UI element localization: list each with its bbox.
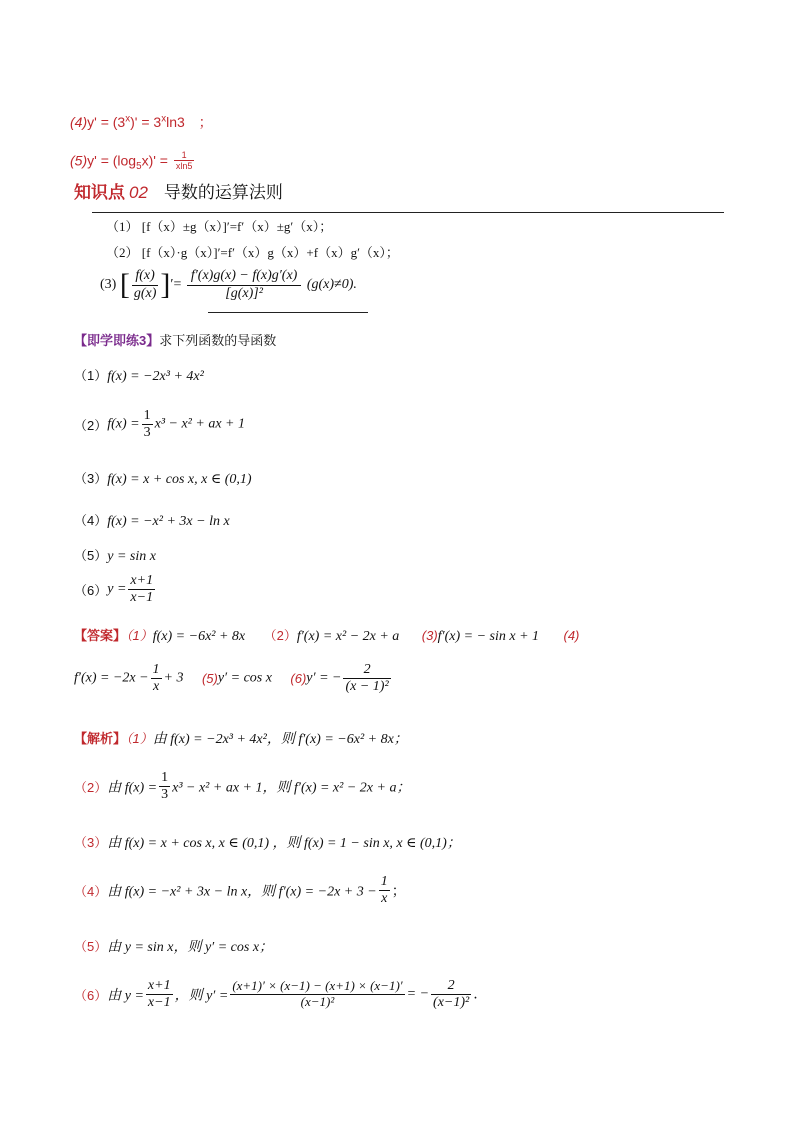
analysis-6-eq: = − bbox=[406, 986, 430, 1002]
answer-2-number: （2） bbox=[263, 628, 297, 643]
section-number: 02 bbox=[129, 183, 148, 202]
section-title: 导数的运算法则 bbox=[163, 183, 283, 202]
question-4-expr: f(x) = −x² + 3x − ln x bbox=[107, 514, 230, 529]
rule-3-close-bracket: ] bbox=[160, 268, 171, 301]
item-5-denominator: xln5 bbox=[175, 161, 193, 172]
analysis-2-number: （2） bbox=[74, 780, 108, 796]
rule-3-underline bbox=[208, 312, 368, 313]
analysis-2-post: x³ − x² + ax + 1，则 f′(x) = x² − 2x + a； bbox=[172, 780, 411, 796]
question-2 bbox=[74, 408, 245, 441]
analysis-2-num: 1 bbox=[159, 770, 170, 787]
item-5-numerator: 1 bbox=[174, 150, 195, 161]
analysis-4-fraction bbox=[379, 874, 390, 907]
analysis-6-num-2: (x+1)′ × (x−1) − (x+1) × (x−1)′ bbox=[232, 978, 403, 994]
rule-2: （2） [f（x）·g（x）]′=f′（x）g（x）+f（x）g′（x）； bbox=[106, 245, 399, 260]
question-3-expr: f(x) = x + cos x, x ∈ (0,1) bbox=[107, 472, 252, 487]
answer-4-pre: f′(x) = −2x − bbox=[74, 670, 149, 686]
answer-2: f′(x) = x² − 2x + a bbox=[296, 629, 400, 644]
exercise-prompt: 求下列函数的导函数 bbox=[159, 333, 277, 348]
answer-6-den: (x − 1)² bbox=[345, 679, 389, 695]
analysis-6-num-3: 2 bbox=[431, 978, 471, 995]
question-6-fraction bbox=[128, 573, 155, 606]
analysis-label: 【解析】 bbox=[74, 731, 127, 746]
question-1 bbox=[74, 365, 204, 385]
question-1-number: （1） bbox=[74, 368, 108, 383]
analysis-6-fraction-1 bbox=[146, 978, 173, 1011]
rule-3-result-num: f′(x)g(x) − f(x)g′(x) bbox=[187, 268, 302, 285]
rule-3-result bbox=[187, 268, 302, 301]
question-2-fraction bbox=[142, 408, 153, 441]
question-5 bbox=[74, 545, 156, 565]
answer-6-pre: y′ = − bbox=[306, 670, 342, 686]
answer-6-num: 2 bbox=[343, 662, 390, 679]
rule-3-result-den: [g(x)]² bbox=[225, 285, 263, 301]
analysis-1-number: （1） bbox=[126, 731, 153, 746]
analysis-4-post: ； bbox=[391, 883, 406, 900]
question-3 bbox=[74, 468, 252, 488]
analysis-line-2 bbox=[74, 770, 410, 803]
analysis-6-den-2: (x−1)² bbox=[300, 994, 335, 1010]
rule-3-prime: ′= bbox=[170, 277, 182, 292]
question-3-number: （3） bbox=[74, 471, 108, 486]
analysis-1: 由 f(x) = −2x³ + 4x²，则 f′(x) = −6x² + 8x； bbox=[152, 732, 408, 747]
analysis-6-fraction-3 bbox=[431, 978, 471, 1011]
answer-4-post: + 3 bbox=[163, 670, 184, 686]
question-6-den: x−1 bbox=[130, 590, 154, 606]
item-4-number: (4) bbox=[70, 114, 88, 130]
analysis-6-num-1: x+1 bbox=[146, 978, 173, 995]
rule-3-number: (3) bbox=[100, 277, 117, 292]
item-5-line bbox=[70, 150, 196, 172]
question-6-num: x+1 bbox=[128, 573, 155, 590]
question-1-expr: f(x) = −2x³ + 4x² bbox=[107, 369, 204, 384]
analysis-2-den: 3 bbox=[161, 787, 169, 803]
question-5-number: （5） bbox=[74, 548, 108, 563]
rule-3-quotient bbox=[132, 268, 159, 301]
analysis-3: 由 f(x) = x + cos x, x ∈ (0,1) ，则 f(x) = 1 − sin x, x ∈ (0,1)； bbox=[107, 836, 461, 851]
item-4-mid: )' = 3 bbox=[130, 114, 162, 130]
answer-4-fraction bbox=[151, 662, 162, 695]
analysis-6-mid: ，则 y′ = bbox=[174, 988, 229, 1004]
analysis-4-num: 1 bbox=[379, 874, 390, 891]
analysis-line-3 bbox=[74, 832, 461, 852]
rule-3 bbox=[100, 268, 357, 302]
analysis-2-pre: 由 f(x) = bbox=[107, 780, 158, 796]
rule-3-quotient-den: g(x) bbox=[133, 285, 157, 301]
answer-4-den: x bbox=[152, 679, 160, 695]
answer-5: y′ = cos x bbox=[217, 670, 272, 686]
answer-3: f′(x) = − sin x + 1 bbox=[437, 629, 540, 644]
analysis-5-number: （5） bbox=[74, 939, 108, 954]
question-2-post: x³ − x² + ax + 1 bbox=[154, 416, 245, 432]
analysis-4-den: x bbox=[381, 891, 388, 907]
analysis-line-1 bbox=[74, 728, 408, 748]
analysis-3-number: （3） bbox=[74, 835, 108, 850]
answer-4-number: (4) bbox=[563, 628, 580, 643]
analysis-6-fraction-2 bbox=[230, 979, 404, 1010]
item-5-fraction bbox=[174, 150, 195, 172]
analysis-4-pre: 由 f(x) = −x² + 3x − ln x，则 f′(x) = −2x + 3 − bbox=[107, 884, 377, 900]
rule-3-quotient-num: f(x) bbox=[132, 268, 159, 285]
answer-3-number: (3) bbox=[421, 628, 438, 643]
question-4 bbox=[74, 510, 230, 530]
rule-1: （1） [f（x）±g（x）]′=f′（x）±g′（x）； bbox=[106, 219, 333, 234]
section-label: 知识点 bbox=[74, 183, 125, 202]
question-6 bbox=[74, 573, 157, 606]
section-divider bbox=[92, 212, 724, 213]
answer-label: 【答案】 bbox=[74, 628, 127, 643]
analysis-6-number: （6） bbox=[74, 988, 108, 1004]
answer-line-2 bbox=[74, 662, 393, 695]
question-5-expr: y = sin x bbox=[107, 549, 156, 564]
analysis-6-end: . bbox=[473, 986, 478, 1003]
item-5-lhs: y' = (log bbox=[87, 152, 137, 169]
analysis-6-den-1: x−1 bbox=[147, 995, 171, 1011]
analysis-6-den-3: (x−1)² bbox=[433, 995, 470, 1011]
item-4-lhs: y' = (3 bbox=[87, 114, 126, 130]
answer-6-number: (6) bbox=[290, 671, 307, 687]
item-5-base: 5 bbox=[136, 161, 142, 173]
exercise-label: 【即学即练3】 bbox=[74, 333, 160, 348]
answer-5-number: (5) bbox=[201, 671, 218, 687]
item-4-line bbox=[70, 112, 213, 132]
answer-6-fraction bbox=[343, 662, 390, 695]
exercise-header bbox=[74, 330, 276, 349]
section-heading bbox=[74, 178, 283, 203]
analysis-line-4 bbox=[74, 874, 406, 907]
analysis-6-pre: 由 y = bbox=[107, 988, 144, 1004]
item-5-number: (5) bbox=[70, 152, 88, 169]
question-2-pre: f(x) = bbox=[107, 416, 140, 432]
answer-4-num: 1 bbox=[151, 662, 162, 679]
analysis-5: 由 y = sin x，则 y′ = cos x； bbox=[107, 940, 274, 955]
item-5-mid: x)' = bbox=[141, 152, 168, 169]
analysis-2-fraction bbox=[159, 770, 170, 803]
question-6-pre: y = bbox=[107, 581, 127, 597]
answer-1: f(x) = −6x² + 8x bbox=[152, 629, 246, 644]
analysis-line-5 bbox=[74, 936, 273, 956]
item-4-exp2: x bbox=[161, 113, 167, 125]
question-6-number: （6） bbox=[74, 583, 108, 599]
question-2-number: （2） bbox=[74, 418, 108, 434]
rule-3-open-bracket: [ bbox=[119, 268, 130, 301]
question-4-number: （4） bbox=[74, 513, 108, 528]
analysis-line-6 bbox=[74, 978, 478, 1011]
rule-3-condition: (g(x)≠0). bbox=[306, 277, 357, 292]
item-4-exp1: x bbox=[125, 113, 131, 125]
item-4-rhs: ln3 bbox=[166, 114, 185, 130]
analysis-4-number: （4） bbox=[74, 884, 108, 900]
answer-1-number: （1） bbox=[126, 628, 153, 643]
item-4-end: ； bbox=[198, 114, 213, 130]
answer-line-1 bbox=[74, 625, 579, 645]
question-2-num: 1 bbox=[142, 408, 153, 425]
question-2-den: 3 bbox=[143, 425, 151, 441]
